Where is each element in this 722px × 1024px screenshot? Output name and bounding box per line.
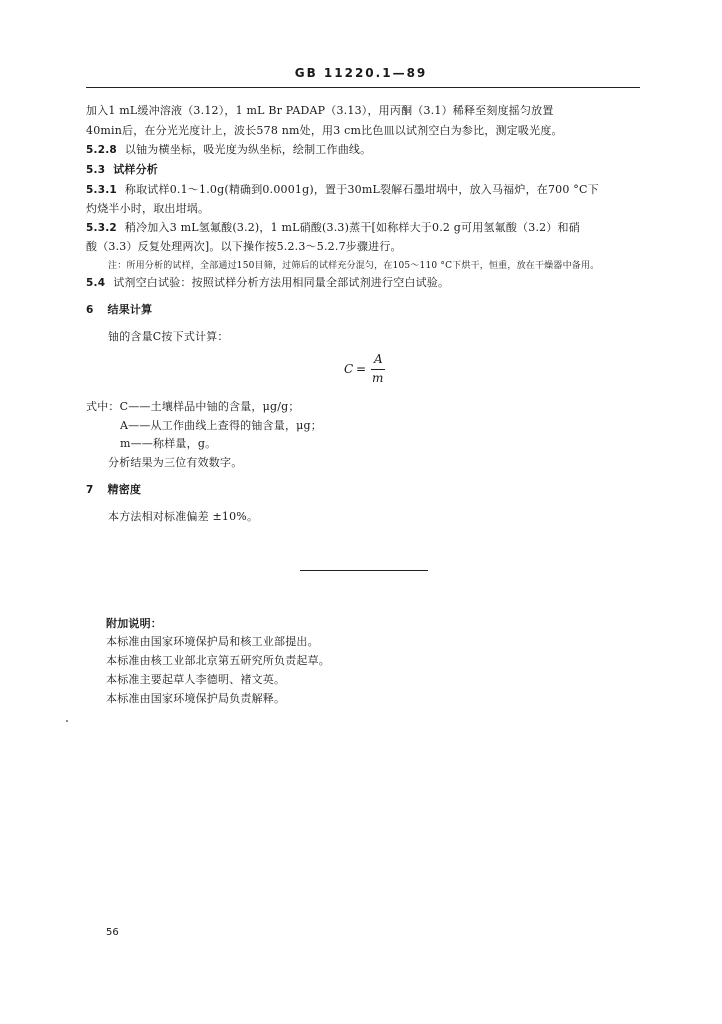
clause-text: 称取试样0.1～1.0g(精确到0.0001g)，置于30mL裂解石墨坩埚中，放入马福炉，在700 °C下	[124, 183, 599, 196]
header-rule	[86, 87, 640, 88]
appendix-title: 附加说明：	[106, 617, 162, 630]
section-number: 6	[86, 304, 94, 316]
clause-5-4	[86, 276, 449, 290]
clause-5-3-1-line-1	[86, 183, 599, 197]
where-line-3: m——称样量，g。	[120, 437, 217, 450]
section-number: 5.3	[86, 164, 106, 176]
section-title: 试样分析	[113, 163, 159, 176]
clause-number: 5.3.2	[86, 222, 117, 234]
clause-text: 以铀为横坐标，吸光度为纵坐标，绘制工作曲线。	[124, 143, 372, 156]
formula-denominator: m	[372, 371, 384, 385]
footnote: 注：所用分析的试样，全部通过150目筛，过筛后的试样充分混匀，在105～110 °C下烘干，恒重，放在干燥器中备用。	[108, 261, 600, 271]
where-line-2: A——从工作曲线上查得的铀含量，μg；	[120, 419, 322, 432]
clause-5-2-8	[86, 143, 371, 157]
section-title: 结果计算	[107, 303, 153, 316]
clause-5-3-2-line-1	[86, 221, 580, 235]
formula-equals: =	[356, 362, 367, 376]
clause-text: 稍冷加入3 mL氢氟酸(3.2)，1 mL硝酸(3.3)蒸干[如称样大于0.2 g可用氢氟酸（3.2）和硝	[124, 221, 580, 234]
standard-header: GB 11220.1—89	[294, 66, 428, 80]
where-line-1: 式中：C——土壤样品中铀的含量，μg/g；	[86, 400, 300, 413]
clause-text: 试剂空白试验：按照试样分析方法用相同量全部试剂进行空白试验。	[113, 276, 450, 289]
formula-intro: 铀的含量C按下式计算：	[108, 330, 229, 343]
clause-5-3-2-line-2: 酸（3.3）反复处理两次]。以下操作按5.2.3～5.2.7步骤进行。	[86, 240, 402, 253]
paragraph-continued-line-2: 40min后，在分光光度计上，波长578 nm处，用3 cm比色皿以试剂空白为参比，测定吸光度。	[86, 124, 563, 137]
appendix-line-1: 本标准由国家环境保护局和核工业部提出。	[106, 635, 319, 648]
where-line-4: 分析结果为三位有效数字。	[108, 456, 243, 469]
formula-numerator: A	[374, 352, 383, 366]
appendix-line-4: 本标准由国家环境保护局负责解释。	[106, 692, 286, 705]
section-number: 7	[86, 484, 94, 496]
end-rule	[300, 570, 428, 571]
appendix-line-2: 本标准由核工业部北京第五研究所负责起草。	[106, 654, 330, 667]
clause-number: 5.2.8	[86, 144, 117, 156]
formula	[344, 352, 404, 386]
clause-5-3-1-line-2: 灼烧半小时，取出坩埚。	[86, 202, 210, 215]
section-7-heading	[86, 483, 141, 497]
paragraph-continued-line-1: 加入1 mL缓冲溶液（3.12），1 mL Br PADAP（3.13），用丙酮（3.1）稀释至刻度摇匀放置	[86, 104, 554, 117]
section-6-heading	[86, 303, 152, 317]
clause-number: 5.3.1	[86, 184, 117, 196]
appendix-line-3: 本标准主要起草人李德明、褚文英。	[106, 673, 286, 686]
precision-text: 本方法相对标准偏差 ±10%。	[108, 510, 259, 523]
clause-number: 5.4	[86, 277, 106, 289]
fraction-bar	[371, 369, 385, 370]
formula-lhs: C	[344, 362, 354, 376]
section-title: 精密度	[107, 483, 142, 496]
section-5-3-heading	[86, 163, 158, 177]
page-number: 56	[106, 927, 119, 938]
scan-speck	[66, 720, 68, 722]
